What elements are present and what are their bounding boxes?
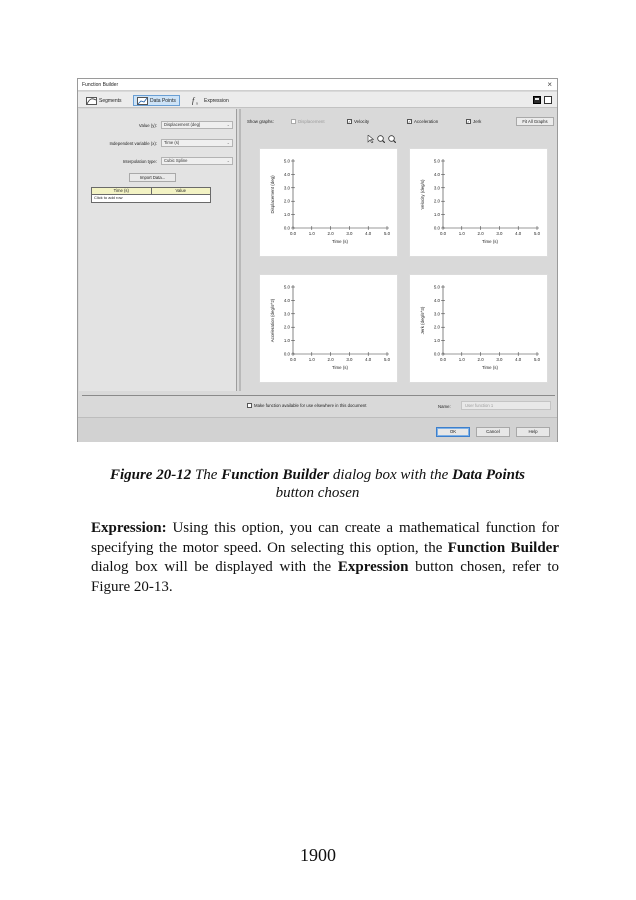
interpolation-type-dropdown[interactable] xyxy=(161,157,233,165)
x-tick-label: 1.0 xyxy=(308,357,315,362)
x-axis-title: Time (s) xyxy=(332,239,348,244)
dialog-titlebar xyxy=(78,79,557,91)
y-axis-title: Acceleration (deg/s^2) xyxy=(270,298,275,343)
expression-paragraph xyxy=(91,519,559,597)
close-icon[interactable]: × xyxy=(547,80,552,89)
x-tick-label: 3.0 xyxy=(346,231,353,236)
x-axis-title: Time (s) xyxy=(482,365,498,370)
svg-text:x: x xyxy=(196,100,198,105)
y-tick-label: 5.0 xyxy=(433,284,440,290)
import-data-button[interactable]: Import Data... xyxy=(129,173,176,182)
x-tick-label: 2.0 xyxy=(327,231,334,236)
segments-label: Segments xyxy=(99,97,122,104)
jerk-graph xyxy=(409,274,548,383)
y-tick-label: 2.0 xyxy=(433,324,440,330)
data-points-icon xyxy=(137,97,148,105)
x-tick-label: 0.0 xyxy=(289,231,297,236)
segments-icon xyxy=(86,97,97,105)
x-tick-label: 1.0 xyxy=(458,357,465,362)
y-tick-label: 2.0 xyxy=(283,198,290,204)
x-tick-label: 4.0 xyxy=(515,231,522,236)
data-points-panel xyxy=(79,109,237,391)
jerk-toggle[interactable] xyxy=(466,119,481,124)
paragraph-bold-function-builder: Function Builder xyxy=(447,539,559,556)
y-tick-label: 1.0 xyxy=(283,338,290,344)
y-tick-label: 0.0 xyxy=(283,225,290,231)
data-points-table xyxy=(91,187,211,203)
y-tick-label: 3.0 xyxy=(433,311,440,317)
function-options-row xyxy=(78,400,557,412)
y-tick-label: 5.0 xyxy=(433,158,440,164)
y-tick-label: 1.0 xyxy=(433,212,440,218)
panel-splitter[interactable] xyxy=(239,109,241,391)
independent-variable-selected: Time (s) xyxy=(164,140,180,145)
y-tick-label: 4.0 xyxy=(433,297,440,303)
make-available-checkbox[interactable] xyxy=(247,403,252,408)
help-button[interactable]: Help xyxy=(516,427,550,437)
dialog-toolbar xyxy=(78,92,557,108)
make-available-label: Make function available for use elsewhere in this document xyxy=(254,403,367,408)
y-tick-label: 2.0 xyxy=(433,198,440,204)
y-tick-label: 3.0 xyxy=(283,311,290,317)
make-available-toggle[interactable] xyxy=(247,403,367,408)
chevron-down-icon: ⌄ xyxy=(226,122,230,127)
y-tick-label: 0.0 xyxy=(433,225,440,231)
paragraph-text-1: Using this option, you can create a mathematical function for specifying the motor speed. On selecting this option, the xyxy=(91,520,559,556)
independent-variable-dropdown[interactable] xyxy=(161,139,233,147)
figure-number: Figure 20-12 xyxy=(109,467,192,483)
zoom-out-icon[interactable] xyxy=(388,135,396,143)
x-tick-label: 2.0 xyxy=(327,357,334,362)
acceleration-graph xyxy=(259,274,398,383)
paragraph-bold-expression: Expression xyxy=(337,559,409,575)
pointer-icon[interactable] xyxy=(367,135,374,143)
displacement-graph xyxy=(259,148,398,257)
function-name-input[interactable]: User function 1 xyxy=(461,401,551,410)
paragraph-text-3: button chosen, refer to Figure 20-13. xyxy=(91,559,559,595)
caption-text-1: The xyxy=(191,467,222,483)
data-points-button[interactable] xyxy=(133,95,180,106)
x-tick-label: 0.0 xyxy=(439,357,447,362)
y-tick-label: 3.0 xyxy=(283,185,290,191)
export-icon[interactable] xyxy=(544,96,552,104)
independent-variable-label: Independent variable (x): xyxy=(109,141,157,146)
x-tick-label: 5.0 xyxy=(383,357,391,362)
value-label: Value (y): xyxy=(138,123,157,128)
x-tick-label: 1.0 xyxy=(308,231,315,236)
x-tick-label: 4.0 xyxy=(365,231,372,236)
column-header-value: Value xyxy=(175,188,186,193)
acceleration-toggle-label: Acceleration xyxy=(414,119,439,124)
x-tick-label: 4.0 xyxy=(515,357,522,362)
x-tick-label: 5.0 xyxy=(533,357,541,362)
caption-text-3: button chosen xyxy=(275,485,360,501)
velocity-checkbox[interactable]: ✓ xyxy=(348,119,352,124)
dialog-footer xyxy=(78,417,557,442)
x-tick-label: 4.0 xyxy=(365,357,372,362)
caption-text-2: dialog box with the xyxy=(329,467,453,483)
divider xyxy=(82,395,555,396)
y-axis-title: Jerk (deg/s^3) xyxy=(420,306,425,335)
column-header-time: Time (s) xyxy=(92,188,152,194)
ok-button[interactable]: OK xyxy=(436,427,470,437)
y-tick-label: 4.0 xyxy=(283,171,290,177)
table-header xyxy=(92,188,210,195)
caption-bold-data-points: Data Points xyxy=(452,467,526,483)
x-tick-label: 0.0 xyxy=(439,231,447,236)
y-tick-label: 3.0 xyxy=(433,185,440,191)
paragraph-text-2: dialog box will be displayed with the xyxy=(91,559,338,575)
y-tick-label: 2.0 xyxy=(283,324,290,330)
x-tick-label: 2.0 xyxy=(477,357,484,362)
expression-label: Expression xyxy=(204,97,229,104)
caption-bold-function-builder: Function Builder xyxy=(221,467,330,483)
velocity-toggle[interactable] xyxy=(347,119,369,124)
x-axis-title: Time (s) xyxy=(482,239,498,244)
data-points-label: Data Points xyxy=(150,97,176,104)
jerk-toggle-label: Jerk xyxy=(473,119,482,124)
cancel-button[interactable]: Cancel xyxy=(476,427,510,437)
interpolation-type-label: Interpolation type: xyxy=(122,159,157,164)
expression-button[interactable] xyxy=(188,95,233,106)
displacement-checkbox xyxy=(291,119,296,124)
y-axis-title: Velocity (deg/s) xyxy=(420,179,425,210)
zoom-in-icon[interactable] xyxy=(377,135,385,143)
x-tick-label: 5.0 xyxy=(533,231,541,236)
y-tick-label: 5.0 xyxy=(283,158,290,164)
x-tick-label: 3.0 xyxy=(346,357,353,362)
x-tick-label: 0.0 xyxy=(289,357,297,362)
figure-caption xyxy=(77,466,558,502)
velocity-graph xyxy=(409,148,548,257)
graph-tools xyxy=(367,135,396,143)
save-icon[interactable] xyxy=(533,96,541,104)
show-graphs-bar xyxy=(247,117,555,127)
interpolation-type-selected: Cubic Spline xyxy=(164,158,188,163)
page-number: 1900 xyxy=(300,845,336,865)
paragraph-lead: Expression: xyxy=(91,520,167,536)
y-tick-label: 0.0 xyxy=(433,351,440,357)
y-tick-label: 1.0 xyxy=(433,338,440,344)
y-axis-title: Displacement (deg) xyxy=(270,175,275,214)
function-builder-dialog xyxy=(77,78,558,442)
show-graphs-label: Show graphs: xyxy=(247,119,274,124)
value-dropdown[interactable] xyxy=(161,121,233,129)
value-selected: Displacement (deg) xyxy=(164,122,201,127)
chevron-down-icon: ⌄ xyxy=(226,140,230,145)
y-tick-label: 4.0 xyxy=(283,297,290,303)
add-row-cell[interactable]: Click to add row xyxy=(94,195,123,200)
x-axis-title: Time (s) xyxy=(332,365,348,370)
y-tick-label: 1.0 xyxy=(283,212,290,218)
acceleration-toggle[interactable] xyxy=(407,119,438,124)
svg-text:f: f xyxy=(192,96,195,105)
x-tick-label: 2.0 xyxy=(477,231,484,236)
segments-button[interactable] xyxy=(82,95,126,106)
x-tick-label: 5.0 xyxy=(383,231,391,236)
jerk-checkbox[interactable]: ✓ xyxy=(467,119,471,124)
displacement-toggle xyxy=(291,119,325,124)
name-label: Name: xyxy=(438,404,451,409)
dialog-title: Function Builder xyxy=(82,82,119,88)
function-fx-icon xyxy=(192,96,202,105)
y-tick-label: 5.0 xyxy=(283,284,290,290)
displacement-toggle-label: Displacement xyxy=(298,119,325,124)
x-tick-label: 3.0 xyxy=(496,231,503,236)
y-tick-label: 0.0 xyxy=(283,351,290,357)
fit-all-graphs-button[interactable]: Fit All Graphs xyxy=(516,117,554,126)
chevron-down-icon: ⌄ xyxy=(226,158,230,163)
acceleration-checkbox[interactable]: ✓ xyxy=(408,119,412,124)
velocity-toggle-label: Velocity xyxy=(354,119,370,124)
x-tick-label: 1.0 xyxy=(458,231,465,236)
x-tick-label: 3.0 xyxy=(496,357,503,362)
y-tick-label: 4.0 xyxy=(433,171,440,177)
